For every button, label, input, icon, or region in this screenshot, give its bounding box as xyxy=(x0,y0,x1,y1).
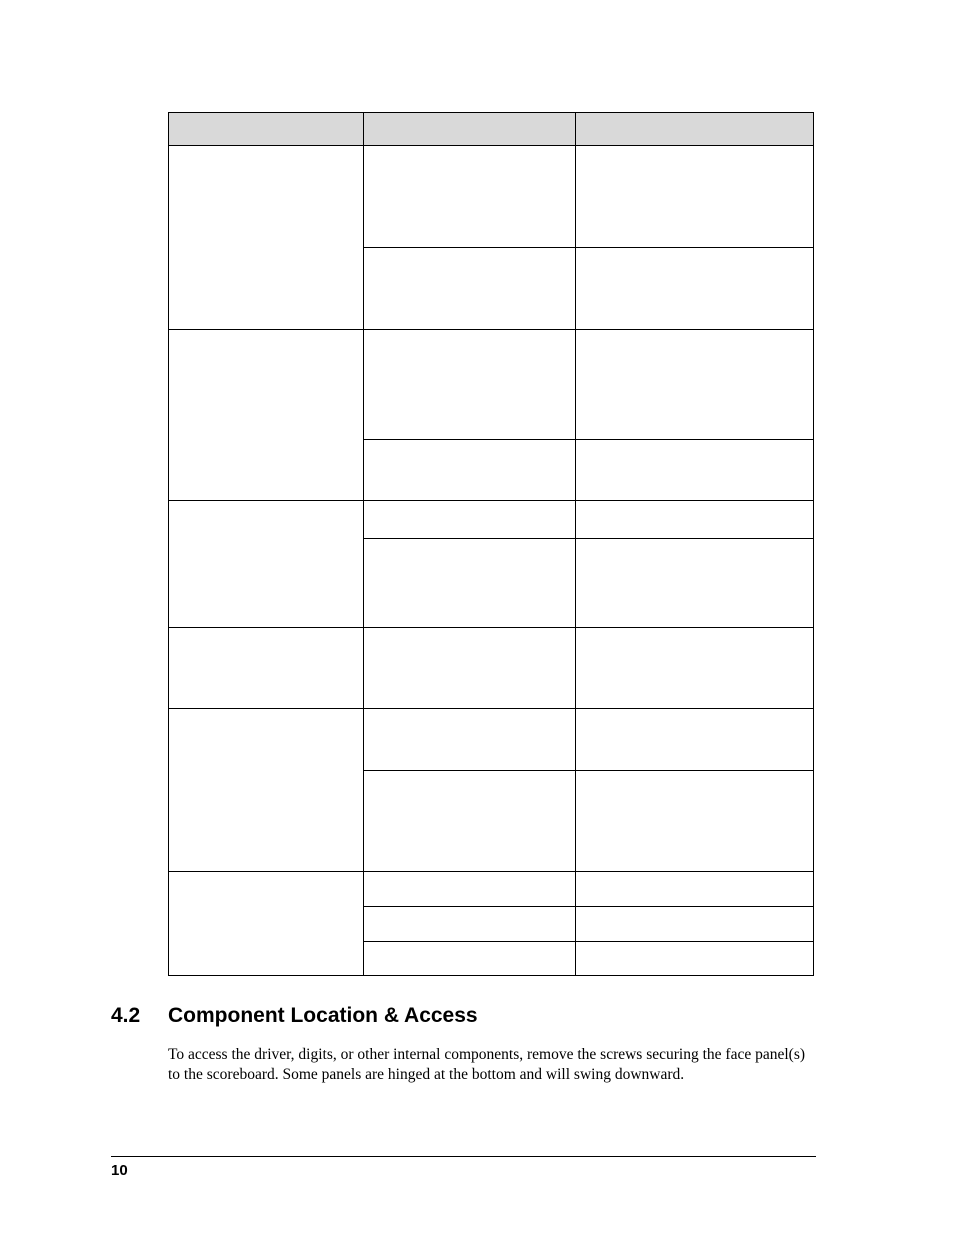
table-cell xyxy=(575,942,813,976)
table-header-cell xyxy=(575,113,813,146)
table-row xyxy=(169,628,814,709)
table-cell xyxy=(575,539,813,628)
table-cell xyxy=(575,330,813,440)
section-title: Component Location & Access xyxy=(168,1004,478,1027)
table-header-row xyxy=(169,113,814,146)
footer-divider xyxy=(111,1156,816,1157)
section-heading xyxy=(111,1004,478,1028)
section-number: 4.2 xyxy=(111,1004,141,1027)
troubleshooting-table xyxy=(168,112,814,976)
table-cell xyxy=(364,248,575,330)
table-cell xyxy=(575,440,813,501)
table-cell xyxy=(364,501,575,539)
table-row xyxy=(169,330,814,440)
table-row xyxy=(169,501,814,539)
table-cell xyxy=(169,146,364,330)
table-cell xyxy=(364,628,575,709)
table-cell xyxy=(575,146,813,248)
table-header-cell xyxy=(169,113,364,146)
table-cell xyxy=(169,330,364,501)
table-cell xyxy=(364,539,575,628)
table-row xyxy=(169,146,814,248)
table-row xyxy=(169,709,814,771)
table-cell xyxy=(364,771,575,872)
table-cell xyxy=(364,330,575,440)
table-cell xyxy=(364,942,575,976)
table-cell xyxy=(169,628,364,709)
table-cell xyxy=(575,709,813,771)
table-cell xyxy=(575,907,813,942)
table-cell xyxy=(364,440,575,501)
table-cell xyxy=(364,709,575,771)
table-cell xyxy=(169,709,364,872)
table-cell xyxy=(575,771,813,872)
table-cell xyxy=(575,628,813,709)
table-header-cell xyxy=(364,113,575,146)
table-cell xyxy=(169,501,364,628)
table-cell xyxy=(575,872,813,907)
table-cell xyxy=(364,872,575,907)
table-row xyxy=(169,872,814,907)
section-body: To access the driver, digits, or other internal components, remove the screws securing the face panel(s) to the scoreboard. Some panels are hinged at the bottom and will swing downward. xyxy=(168,1046,806,1083)
table-cell xyxy=(169,872,364,976)
table-cell xyxy=(364,146,575,248)
table-cell xyxy=(575,248,813,330)
table-cell xyxy=(575,501,813,539)
page-number: 10 xyxy=(111,1162,128,1179)
table-cell xyxy=(364,907,575,942)
